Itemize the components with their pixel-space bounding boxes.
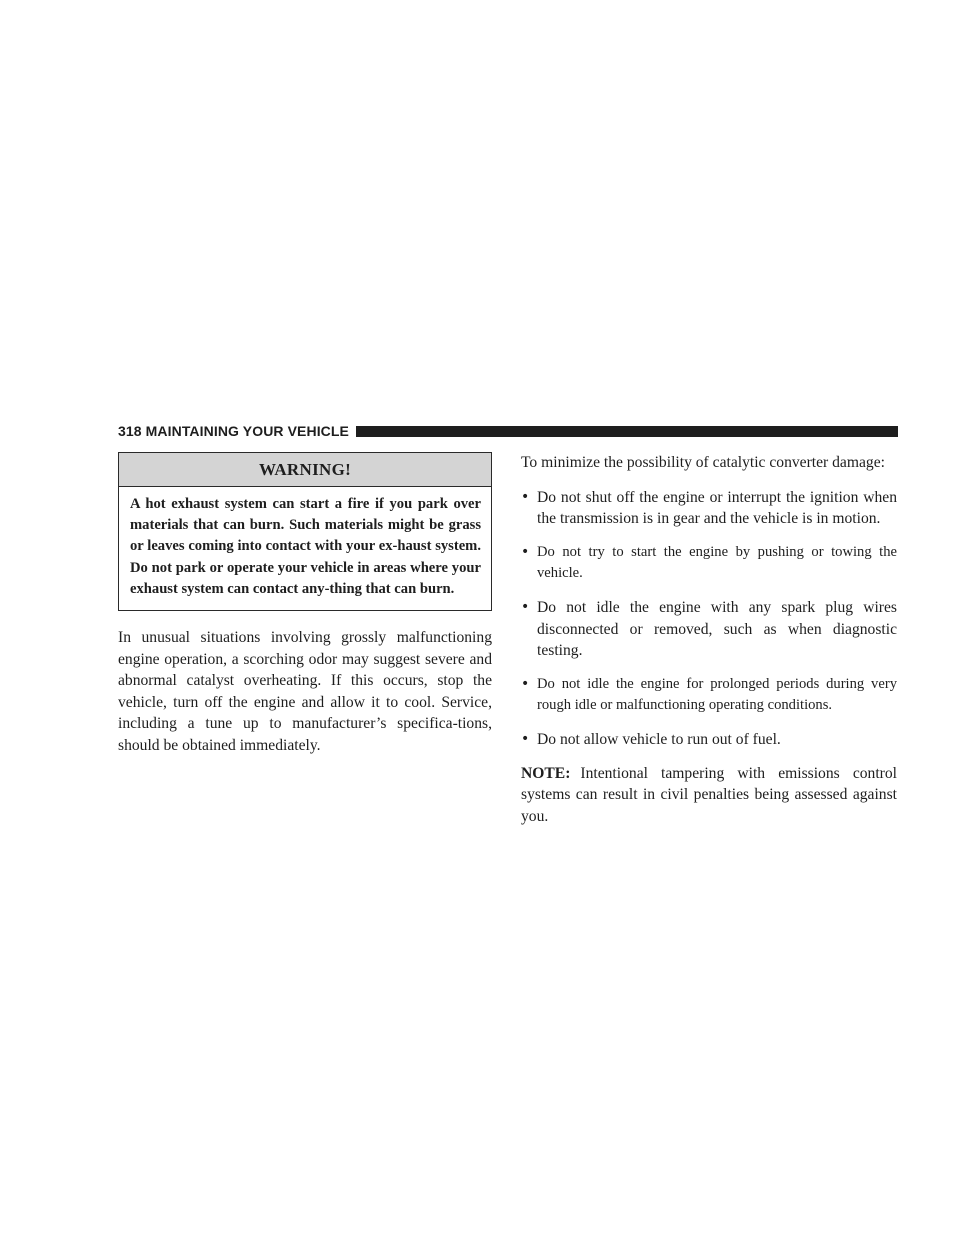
note-label: NOTE: xyxy=(521,764,571,782)
bullet-text: Do not idle the engine with any spark plug wires disconnected or removed, such as when diagnostic testing. xyxy=(537,598,897,660)
left-column xyxy=(118,627,492,757)
bullet-icon: • xyxy=(521,543,530,560)
warning-title: WARNING! xyxy=(119,453,491,487)
warning-body: A hot exhaust system can start a fire if you park over materials that can burn. Such materials might be grass or leaves coming into contact with your ex-haust system. Do not park or operate your vehicle in areas where your exhaust system can contact any-thing that can burn. xyxy=(130,496,481,597)
page-header xyxy=(118,421,898,441)
bullet-icon: • xyxy=(521,675,530,692)
bullet-icon: • xyxy=(521,488,530,505)
bullet-icon: • xyxy=(521,730,530,747)
bullet-icon: • xyxy=(521,598,530,615)
bullet-text: Do not shut off the engine or interrupt the ignition when the transmission is in gear and the vehicle is in motion. xyxy=(537,488,897,528)
right-column xyxy=(521,452,897,827)
overheating-paragraph: In unusual situations involving grossly malfunctioning engine operation, a scorching odor may suggest severe and abnormal catalyst overheating. If this occurs, stop the vehicle, turn off the engine and allow it to cool. Service, including a tune up to manufacturer’s specifica-tions, should be obtained immediately. xyxy=(118,629,492,754)
header-rule xyxy=(356,426,898,437)
warning-box xyxy=(118,452,492,611)
bullet-text: Do not allow vehicle to run out of fuel. xyxy=(537,730,781,748)
bullet-item xyxy=(521,729,897,751)
bullet-item xyxy=(521,597,897,662)
intro-text: To minimize the possibility of catalytic converter damage: xyxy=(521,454,885,471)
bullet-item xyxy=(521,674,897,717)
note-paragraph xyxy=(521,763,897,828)
page-header-label: 318 MAINTAINING YOUR VEHICLE xyxy=(118,423,349,439)
bullet-text: Do not try to start the engine by pushing or towing the vehicle. xyxy=(537,543,897,582)
bullet-item xyxy=(521,542,897,585)
bullet-list xyxy=(521,487,897,751)
bullet-item xyxy=(521,487,897,530)
note-text: Intentional tampering with emissions control systems can result in civil penalties being assessed against you. xyxy=(521,764,897,825)
bullet-text: Do not idle the engine for prolonged periods during very rough idle or malfunctioning operating conditions. xyxy=(537,675,897,714)
